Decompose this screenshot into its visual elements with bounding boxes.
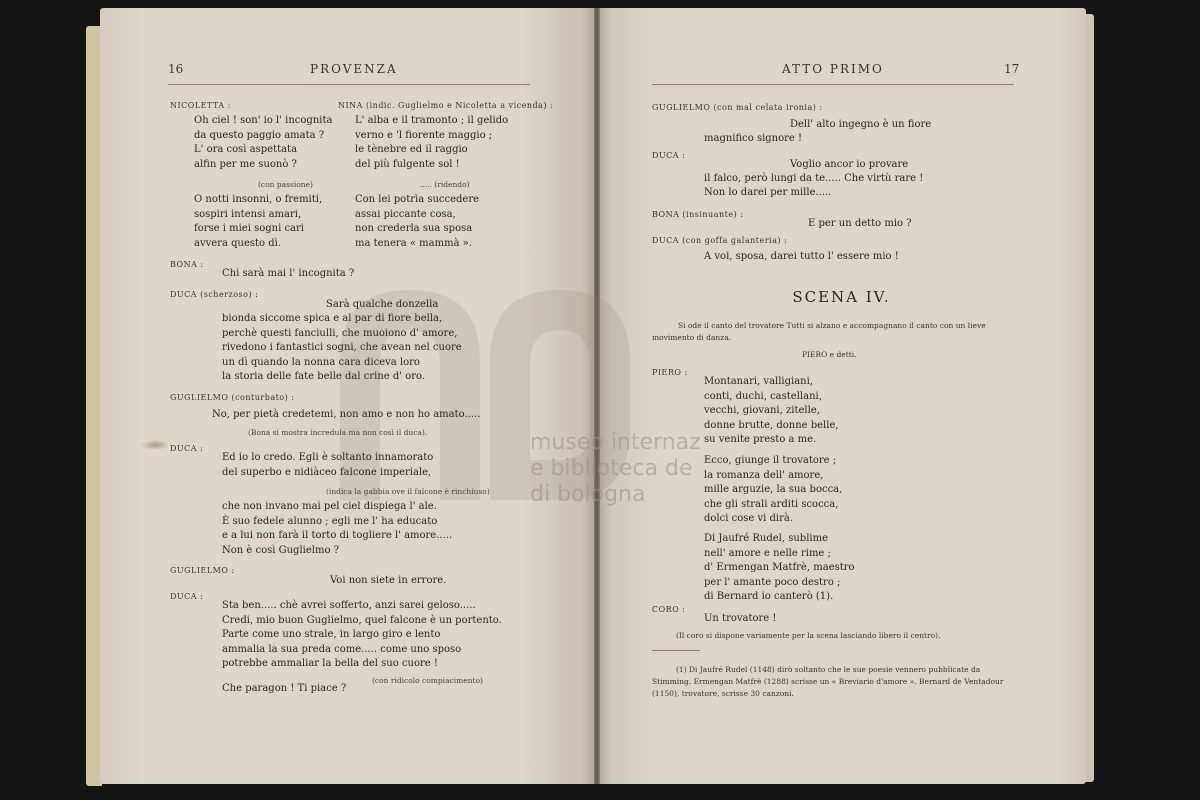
- verse-line: del superbo e nidiàceo falcone imperiale,: [222, 466, 432, 478]
- verse-line: Ecco, giunge il trovatore ;: [704, 455, 837, 466]
- verse-line: un dì quando la nonna cara diceva loro: [222, 356, 420, 368]
- nina-verse-2: [355, 193, 479, 251]
- verse-line: e a lui non farà il torto di togliere l' amore.....: [222, 530, 453, 542]
- footnote-line: Stimming. Ermengan Matfrè (1288) scrisse un « Breviario d'amore ». Bernard de Ventadour: [652, 677, 1004, 686]
- speaker-piero: PIERO :: [652, 368, 688, 377]
- verse-line: L' ora così aspettata: [194, 144, 298, 156]
- verse-line: Non lo darei per mille.....: [704, 187, 832, 198]
- watermark-line: museo internaz: [530, 430, 701, 455]
- guglielmo-line: Voi non siete in errore.: [330, 575, 447, 586]
- speaker-guglielmo: GUGLIELMO :: [170, 566, 235, 575]
- scene-title: SCENA IV.: [792, 288, 891, 306]
- verse-line: bionda siccome spica e al par di fiore bella,: [222, 313, 443, 324]
- watermark-line: e biblioteca de: [530, 456, 693, 481]
- verse-line: su venite presto a me.: [704, 434, 817, 446]
- speaker-guglielmo: GUGLIELMO (con mal celata ironia) :: [652, 103, 823, 112]
- verse-line: di Bernard io canterò (1).: [704, 591, 834, 603]
- nicoletta-verse-1: [194, 114, 332, 172]
- verse-line: avvera questo dì.: [194, 237, 281, 249]
- verse-line: Sta ben..... chè avrei sofferto, anzi sarei geloso.....: [222, 600, 476, 611]
- stage-direction: movimento di danza.: [652, 333, 732, 342]
- verse-line: conti, duchi, castellani,: [704, 390, 822, 402]
- verse-line: Voglio ancor io provare: [790, 159, 909, 170]
- stage-direction: ..... (ridendo): [420, 180, 470, 189]
- verse-line: la storia delle fate belle dal crine d' oro.: [222, 371, 426, 383]
- speaker-duca: DUCA (con goffa galanteria) :: [652, 236, 788, 245]
- paper-stain: [140, 440, 170, 450]
- stage-direction: Si ode il canto del trovatore Tutti si alzano e accompagnano il canto con un lieve: [678, 321, 986, 330]
- verse-line: vecchi, giovani, zitelle,: [704, 405, 820, 417]
- left-page-number: 16: [168, 62, 184, 76]
- nina-verse-1: [355, 114, 508, 172]
- watermark-text: [530, 430, 701, 508]
- verse-line: Non è così Guglielmo ?: [222, 544, 340, 556]
- verse-line: Parte come uno strale, in largo giro e lento: [222, 629, 441, 641]
- verse-line: le tènebre ed il raggio: [355, 144, 468, 156]
- verse-line: A voi, sposa, darei tutto l' essere mio !: [704, 251, 899, 262]
- right-running-header: ATTO PRIMO: [782, 62, 884, 76]
- verse-line: Dell' alto ingegno è un fiore: [790, 119, 932, 130]
- piero-stanza-3: [704, 532, 855, 605]
- stage-direction: (Bona si mostra incredula ma non così il duca).: [248, 428, 428, 437]
- book-gutter: [594, 8, 600, 784]
- verse-line: che non invano mai pel ciel dispiega l' ale.: [222, 501, 437, 512]
- speaker-nina: NINA (indic. Guglielmo e Nicoletta a vicenda) :: [338, 101, 554, 110]
- footnote-line: (1) Di Jaufré Rudel (1148) dirò soltanto che le sue poesie vennero pubblicate da: [676, 665, 981, 674]
- verse-line: mille arguzie, la sua bocca,: [704, 484, 843, 496]
- verse-line: che gli strali arditi scocca,: [704, 498, 839, 510]
- verse-line: È suo fedele alunno ; egli me l' ha educato: [222, 515, 438, 527]
- verse-line: la romanza dell' amore,: [704, 469, 824, 481]
- footnote-line: (1150), trovatore, scrisse 30 canzoni.: [652, 689, 794, 698]
- verse-line: ammalia la sua preda come..... come uno sposo: [222, 643, 462, 655]
- verse-line: verno e 'l fiorente maggio ;: [355, 129, 493, 141]
- duca-verse: [222, 312, 462, 385]
- verse-line: Un trovatore !: [704, 613, 777, 624]
- verse-line: Montanari, valligiani,: [704, 376, 814, 387]
- verse-line: alfin per me suonò ?: [194, 158, 297, 170]
- verse-line: sospiri intensi amari,: [194, 208, 302, 220]
- verse-line: nell' amore e nelle rime ;: [704, 547, 831, 559]
- verse-line: Di Jaufré Rudel, sublime: [704, 533, 828, 544]
- verse-line: d' Ermengan Matfrè, maestro: [704, 562, 855, 574]
- right-page-number: 17: [1004, 62, 1020, 76]
- verse-line: magnifico signore !: [704, 133, 803, 144]
- nicoletta-verse-2: [194, 193, 322, 251]
- stage-direction: (Il coro si dispone variamente per la scena lasciando libero il centro).: [676, 631, 941, 640]
- verse-line: forse i miei sogni cari: [194, 223, 304, 235]
- piero-stanza-2: [704, 454, 842, 527]
- stage-direction: (con passione): [258, 180, 313, 189]
- characters-present: PIERO e detti.: [802, 350, 857, 359]
- verse-line: assai piccante cosa,: [355, 208, 456, 220]
- left-running-header: PROVENZA: [310, 62, 398, 76]
- verse-line: Che paragon ! Ti piace ?: [222, 683, 347, 694]
- verse-line: donne brutte, donne belle,: [704, 419, 839, 431]
- verse-line: E per un detto mio ?: [808, 218, 912, 229]
- speaker-duca: DUCA :: [652, 151, 686, 160]
- verse-line: Sarà qualche donzella: [326, 299, 439, 310]
- speaker-guglielmo: GUGLIELMO (conturbato) :: [170, 393, 295, 402]
- speaker-bona: BONA :: [170, 260, 204, 269]
- verse-line: perchè questi fanciulli, che muoiono d' amore,: [222, 327, 458, 339]
- footnote-rule: [652, 650, 700, 651]
- duca-verse: [222, 500, 452, 558]
- duca-verse: [222, 599, 502, 672]
- left-header-rule: [168, 84, 530, 85]
- verse-line: Con lei potrìa succedere: [355, 194, 480, 205]
- verse-line: L' alba e il tramonto ; il gelido: [355, 115, 509, 126]
- verse-line: O notti insonni, o fremiti,: [194, 194, 323, 205]
- verse-line: rivedono i fantastici sogni, che avean nel cuore: [222, 342, 462, 354]
- verse-line: Ed io lo credo. Egli è soltanto innamorato: [222, 452, 434, 463]
- stage-direction: (indica la gabbia ove il falcone è rinchiuso): [326, 487, 490, 496]
- verse-line: potrebbe ammaliar la bella del suo cuore !: [222, 658, 438, 670]
- speaker-duca: DUCA :: [170, 592, 204, 601]
- speaker-bona: BONA (insinuante) :: [652, 210, 744, 219]
- bona-line: Chi sarà mai l' incognita ?: [222, 268, 355, 279]
- stage-direction: (con ridicolo compiacimento): [372, 676, 483, 685]
- speaker-nicoletta: NICOLETTA :: [170, 101, 231, 110]
- verse-line: per l' amante poco destro ;: [704, 576, 841, 588]
- speaker-duca: DUCA :: [170, 444, 204, 453]
- verse-line: non crederla sua sposa: [355, 223, 473, 235]
- speaker-coro: CORO :: [652, 605, 686, 614]
- verse-line: Oh ciel ! son' io l' incognita: [194, 115, 333, 126]
- verse-line: Credi, mio buon Guglielmo, quel falcone è un portento.: [222, 614, 502, 626]
- verse-line: da questo paggio amata ?: [194, 129, 325, 141]
- duca-verse: [222, 451, 433, 480]
- verse-line: ma tenera « mammà ».: [355, 237, 472, 249]
- piero-stanza-1: [704, 375, 839, 448]
- guglielmo-line: No, per pietà credetemi, non amo e non ho amato.....: [212, 409, 481, 420]
- right-header-rule: [652, 84, 1014, 85]
- speaker-duca: DUCA (scherzoso) :: [170, 290, 259, 299]
- verse-line: del più fulgente sol !: [355, 158, 460, 170]
- verse-line: il falco, però lungi da te..... Che virtù rare !: [704, 173, 924, 184]
- watermark-line: di bologna: [530, 482, 646, 507]
- verse-line: dolci cose vi dirà.: [704, 513, 793, 525]
